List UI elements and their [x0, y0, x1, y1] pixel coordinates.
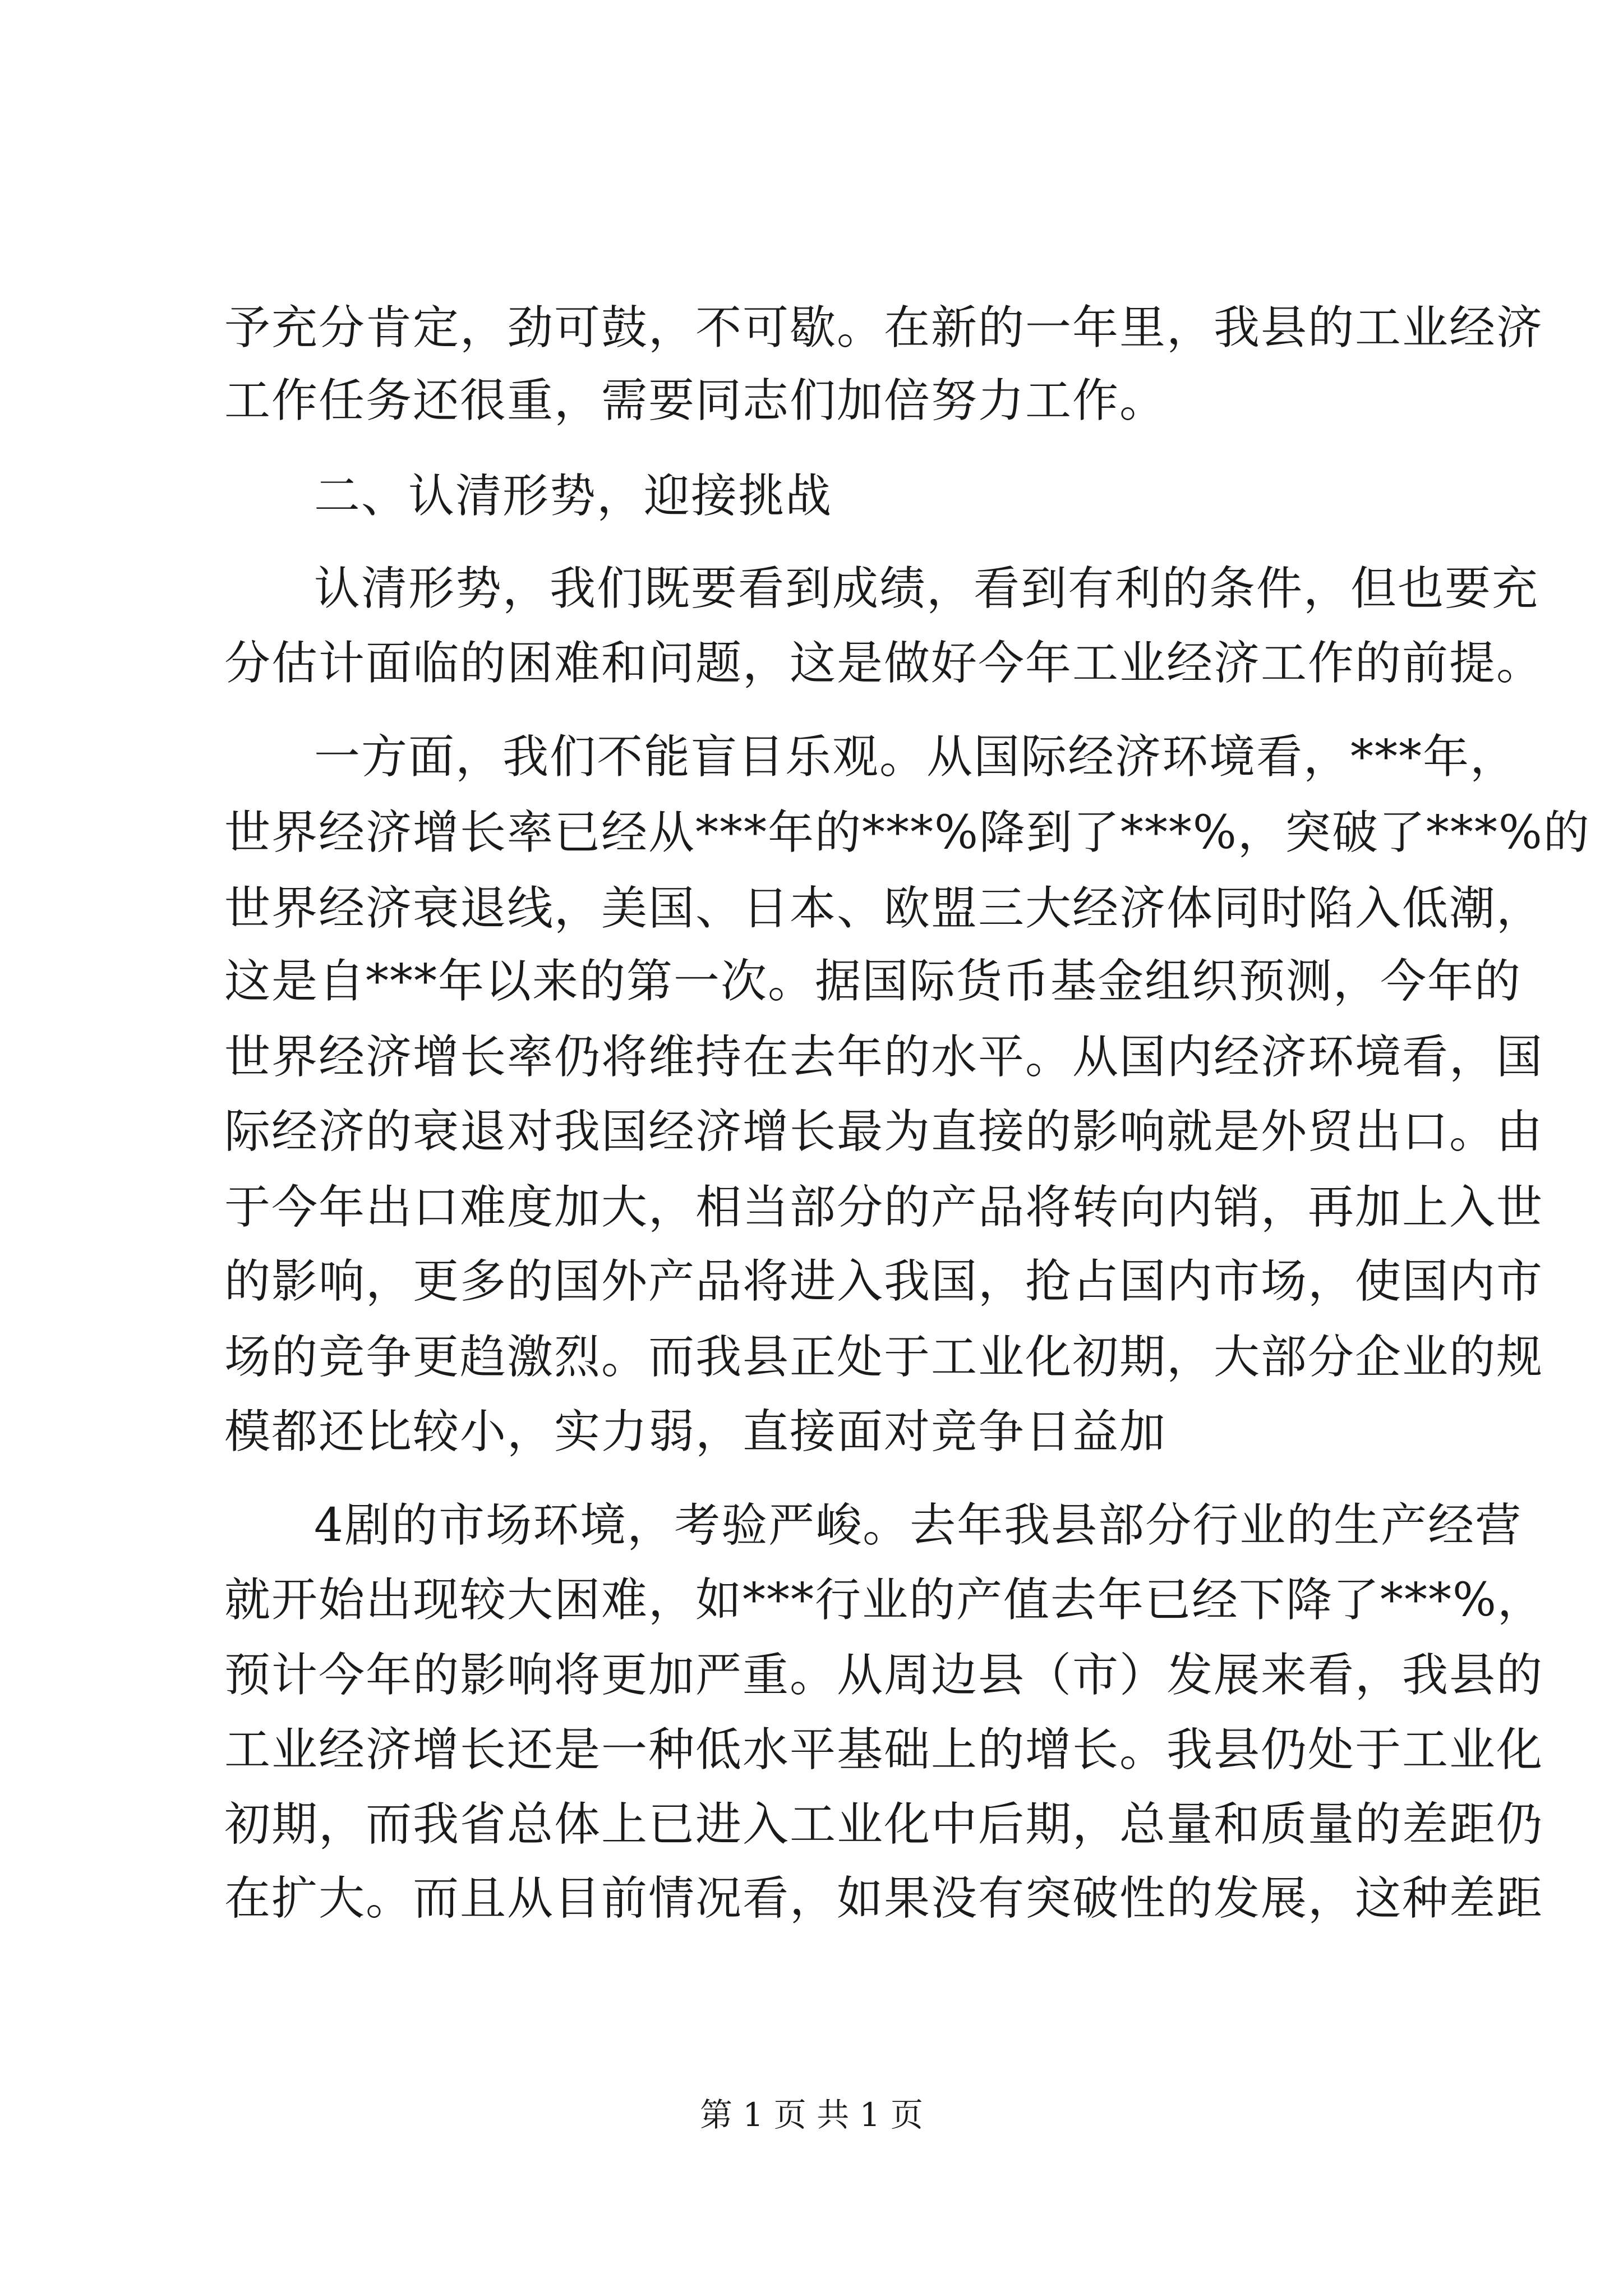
- text-line: 世界经济增长率仍将维持在去年的水平。从国内经济环境看，国: [224, 1030, 1544, 1084]
- text-line: 的影响，更多的国外产品将进入我国，抢占国内市场，使国内市: [224, 1255, 1544, 1308]
- text-line: 就开始出现较大困难，如***行业的产值去年已经下降了***%，: [224, 1573, 1544, 1627]
- text-line: 世界经济衰退线，美国、日本、欧盟三大经济体同时陷入低潮，: [224, 882, 1544, 935]
- text-line: 预计今年的影响将更加严重。从周边县（市）发展来看，我县的: [224, 1649, 1544, 1702]
- section-heading: 二、认清形势，迎接挑战: [314, 470, 833, 523]
- page-number: 第 1 页 共 1 页: [700, 2096, 923, 2134]
- text-line: 模都还比较小，实力弱，直接面对竞争日益加: [224, 1405, 1167, 1458]
- text-line: 世界经济增长率已经从***年的***%降到了***%，突破了***%的: [224, 806, 1590, 859]
- text-line: 在扩大。而且从目前情况看，如果没有突破性的发展，这种差距: [224, 1872, 1544, 1925]
- text-line: 一方面，我们不能盲目乐观。从国际经济环境看，***年，: [314, 730, 1518, 784]
- text-line: 这是自***年以来的第一次。据国际货币基金组织预测，今年的: [224, 955, 1522, 1008]
- text-line: 工作任务还很重，需要同志们加倍努力工作。: [224, 374, 1167, 427]
- text-line: 际经济的衰退对我国经济增长最为直接的影响就是外贸出口。由: [224, 1105, 1544, 1158]
- text-line: 初期，而我省总体上已进入工业化中后期，总量和质量的差距仍: [224, 1798, 1544, 1851]
- text-line: 场的竞争更趋激烈。而我县正处于工业化初期，大部分企业的规: [224, 1331, 1544, 1384]
- text-line: 认清形势，我们既要看到成绩，看到有利的条件，但也要充: [314, 562, 1539, 615]
- text-line: 工业经济增长还是一种低水平基础上的增长。我县仍处于工业化: [224, 1723, 1544, 1777]
- text-line: 分估计面临的困难和问题，这是做好今年工业经济工作的前提。: [224, 637, 1544, 690]
- text-line: 于今年出口难度加大，相当部分的产品将转向内销，再加上入世: [224, 1181, 1544, 1234]
- text-line: 4剧的市场环境，考验严峻。去年我县部分行业的生产经营: [314, 1499, 1523, 1552]
- text-line: 予充分肯定，劲可鼓，不可歇。在新的一年里，我县的工业经济: [224, 301, 1544, 355]
